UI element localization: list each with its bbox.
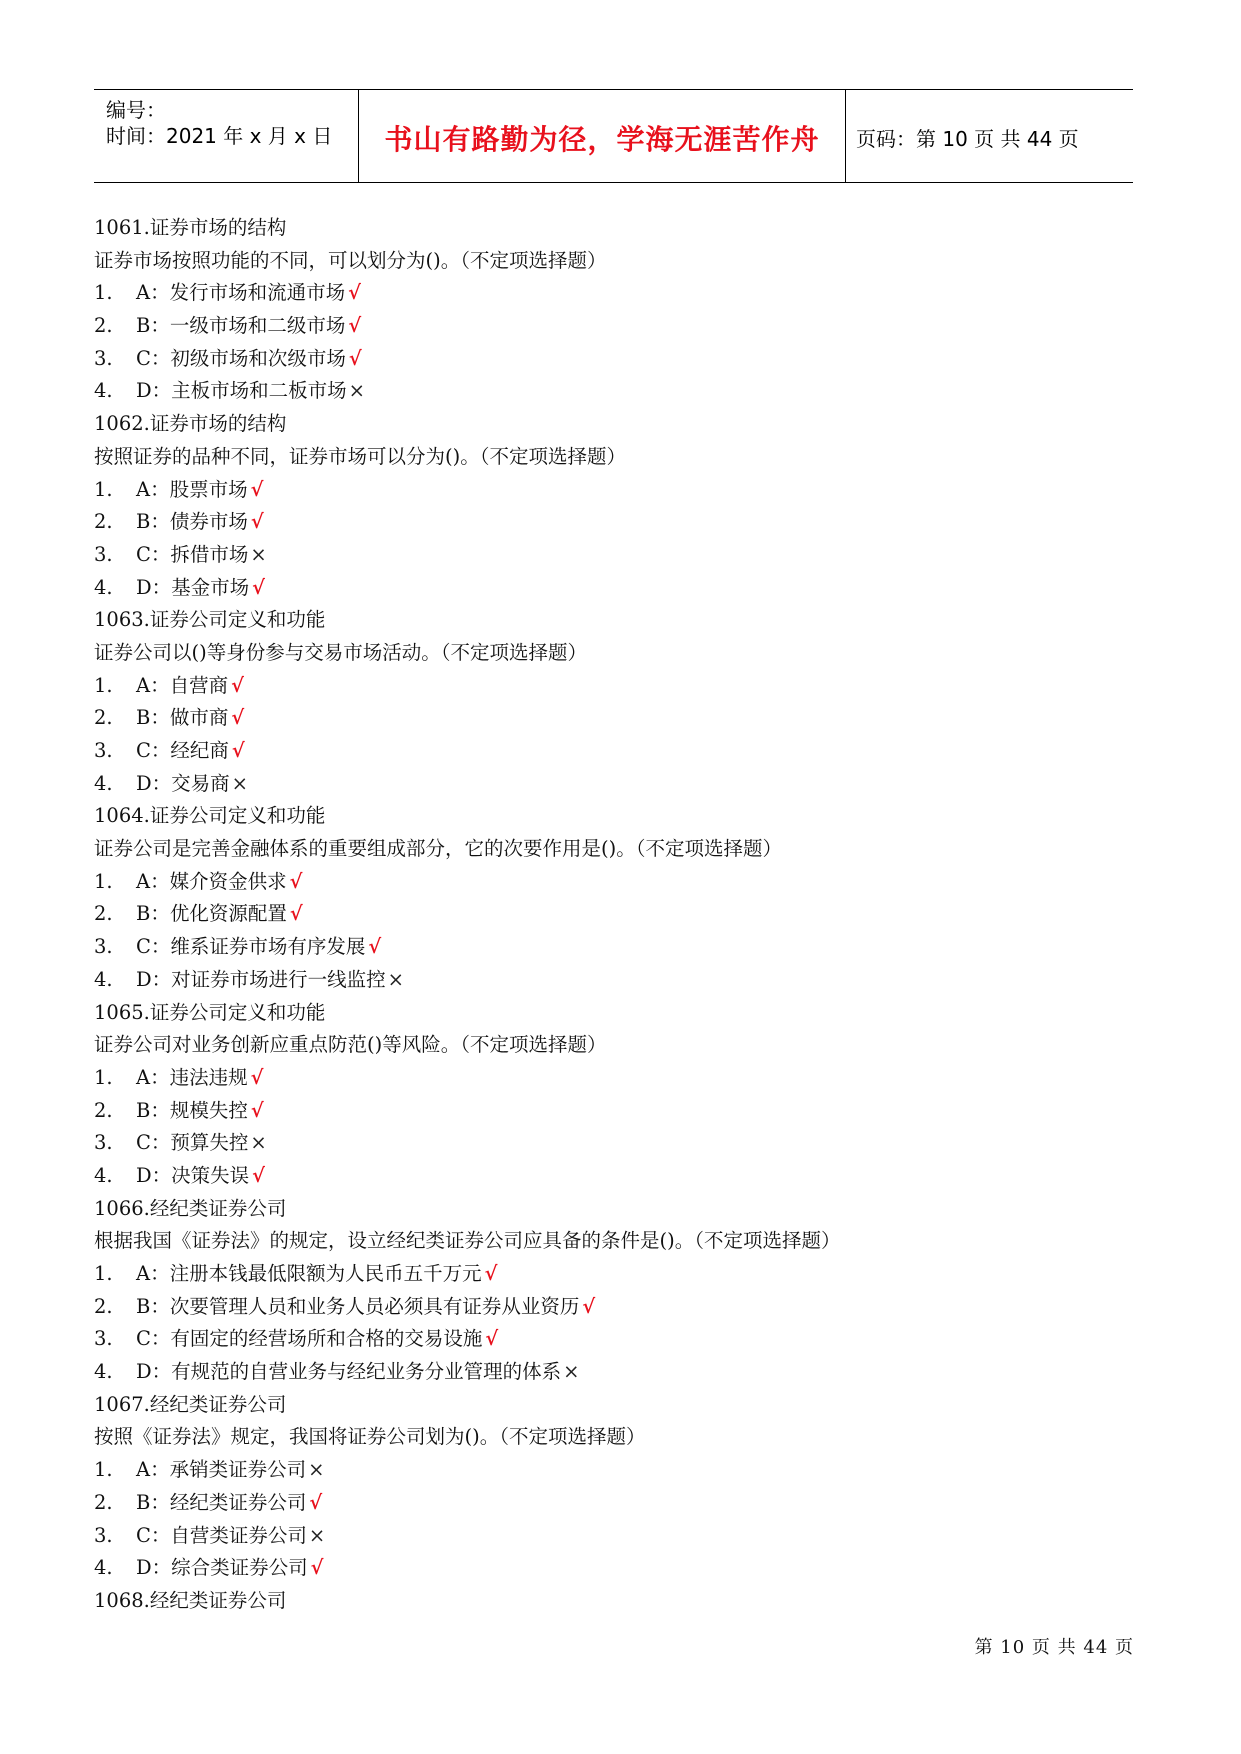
cross-mark-icon: × [563, 1360, 580, 1384]
option-text: D：决策失误 [136, 1163, 250, 1187]
answer-option [94, 1095, 1134, 1128]
answer-option [94, 1454, 1134, 1487]
question-title: 1067.经纪类证券公司 [94, 1392, 287, 1416]
option-number: 4. [94, 1360, 113, 1384]
page-footer: 第 10 页 共 44 页 [974, 1637, 1134, 1658]
answer-option [94, 702, 1134, 735]
check-mark-icon: √ [348, 314, 362, 338]
option-number: 1. [94, 1262, 113, 1285]
header-slogan: 书山有路勤为径，学海无涯苦作舟 [384, 123, 820, 156]
question-title: 1061.证券市场的结构 [94, 216, 287, 239]
answer-option [94, 1258, 1134, 1291]
check-mark-icon: √ [484, 1262, 498, 1285]
option-number: 4. [94, 1163, 113, 1187]
answer-option [94, 506, 1134, 539]
cross-mark-icon: × [308, 1523, 326, 1547]
cross-mark-icon: × [308, 1458, 325, 1482]
option-text: B：债券市场 [136, 510, 248, 534]
option-text: A：注册本钱最低限额为人民币五千万元 [136, 1262, 482, 1285]
option-number: 2. [94, 902, 113, 926]
question-stem: 根据我国《证券法》的规定，设立经纪类证券公司应具备的条件是()。（不定项选择题） [94, 1229, 841, 1253]
option-number: 2. [94, 314, 113, 338]
option-number: 1. [94, 673, 113, 697]
option-text: A：违法违规 [136, 1065, 248, 1089]
option-text: B：一级市场和二级市场 [136, 314, 346, 338]
option-text: B：次要管理人员和业务人员必须具有证券从业资历 [136, 1294, 580, 1318]
check-mark-icon: √ [582, 1294, 596, 1318]
answer-option [94, 768, 1134, 801]
header-page-cell [846, 90, 1133, 182]
answer-option [94, 1356, 1134, 1389]
option-text: D：综合类证券公司 [136, 1556, 308, 1580]
option-number: 3. [94, 1131, 113, 1155]
question-list [94, 212, 1134, 1618]
check-mark-icon: √ [250, 510, 264, 534]
question-stem: 证券公司对业务创新应重点防范()等风险。（不定项选择题） [94, 1033, 607, 1057]
question-title: 1063.证券公司定义和功能 [94, 608, 326, 632]
answer-option [94, 1291, 1134, 1324]
question-title: 1064.证券公司定义和功能 [94, 804, 326, 828]
check-mark-icon: √ [252, 1163, 265, 1187]
option-number: 3. [94, 542, 113, 566]
answer-option [94, 277, 1134, 310]
option-text: C：有固定的经营场所和合格的交易设施 [136, 1327, 483, 1351]
header-page-info: 页码：第 10 页 共 44 页 [856, 127, 1079, 151]
answer-option [94, 474, 1134, 507]
option-number: 2. [94, 1098, 113, 1122]
option-text: C：维系证券市场有序发展 [136, 935, 366, 959]
option-number: 4. [94, 1556, 113, 1580]
option-text: A：自营商 [136, 673, 229, 697]
answer-option [94, 670, 1134, 703]
option-number: 1. [94, 477, 113, 501]
option-text: C：预算失控 [136, 1131, 249, 1155]
cross-mark-icon: × [250, 1131, 267, 1155]
answer-option [94, 931, 1134, 964]
answer-option [94, 1487, 1134, 1520]
question-stem: 按照《证券法》规定，我国将证券公司划为()。（不定项选择题） [94, 1425, 646, 1449]
answer-option [94, 866, 1134, 899]
question-title: 1066.经纪类证券公司 [94, 1196, 287, 1220]
option-text: C：经纪商 [136, 739, 229, 762]
option-text: C：初级市场和次级市场 [136, 346, 346, 370]
check-mark-icon: √ [368, 935, 382, 959]
check-mark-icon: √ [310, 1556, 324, 1580]
check-mark-icon: √ [231, 739, 245, 762]
option-text: A：发行市场和流通市场 [136, 281, 346, 305]
option-text: D：交易商 [136, 771, 230, 795]
header-meta-cell [94, 90, 359, 182]
question-stem: 证券公司以()等身份参与交易市场活动。（不定项选择题） [94, 640, 587, 664]
option-text: C：自营类证券公司 [136, 1523, 307, 1547]
option-number: 3. [94, 1523, 113, 1547]
check-mark-icon: √ [250, 1065, 264, 1089]
header-slogan-cell [359, 90, 846, 182]
option-number: 2. [94, 510, 113, 534]
option-text: B：优化资源配置 [136, 902, 287, 926]
option-number: 4. [94, 575, 113, 599]
answer-option [94, 572, 1134, 605]
check-mark-icon: √ [289, 869, 303, 893]
check-mark-icon: √ [485, 1327, 499, 1351]
check-mark-icon: √ [309, 1490, 323, 1514]
question-stem: 证券公司是完善金融体系的重要组成部分，它的次要作用是()。（不定项选择题） [94, 837, 782, 861]
answer-option [94, 375, 1134, 408]
option-number: 2. [94, 1490, 113, 1514]
cross-mark-icon: × [348, 379, 365, 403]
option-text: B：做市商 [136, 706, 229, 730]
question-title: 1068.经纪类证券公司 [94, 1588, 287, 1612]
cross-mark-icon: × [231, 771, 248, 795]
answer-option [94, 964, 1134, 997]
option-number: 4. [94, 379, 113, 403]
answer-option [94, 539, 1134, 572]
cross-mark-icon: × [387, 967, 404, 991]
option-text: D：主板市场和二板市场 [136, 379, 347, 403]
page-header [94, 89, 1133, 183]
question-title: 1065.证券公司定义和功能 [94, 1000, 326, 1024]
option-number: 3. [94, 346, 113, 370]
option-text: D：有规范的自营业务与经纪业务分业管理的体系 [136, 1360, 562, 1384]
document-number-label: 编号： [106, 98, 166, 122]
option-text: C：拆借市场 [136, 542, 249, 566]
option-text: A：股票市场 [136, 477, 248, 501]
answer-option [94, 1160, 1134, 1193]
option-number: 1. [94, 869, 113, 893]
option-text: A：承销类证券公司 [136, 1458, 307, 1482]
option-number: 3. [94, 1327, 113, 1351]
check-mark-icon: √ [231, 673, 244, 697]
check-mark-icon: √ [348, 281, 361, 305]
option-number: 2. [94, 1294, 113, 1318]
check-mark-icon: √ [250, 1098, 264, 1122]
option-number: 4. [94, 967, 113, 991]
answer-option [94, 898, 1134, 931]
answer-option [94, 1127, 1134, 1160]
check-mark-icon: √ [252, 575, 265, 599]
question-stem: 证券市场按照功能的不同，可以划分为()。（不定项选择题） [94, 248, 607, 272]
option-number: 3. [94, 739, 113, 762]
option-number: 2. [94, 706, 113, 730]
question-stem: 按照证券的品种不同，证券市场可以分为()。（不定项选择题） [94, 444, 626, 468]
check-mark-icon: √ [289, 902, 303, 926]
option-text: D：基金市场 [136, 575, 250, 599]
cross-mark-icon: × [250, 542, 267, 566]
answer-option [94, 1520, 1134, 1553]
option-number: 1. [94, 281, 113, 305]
answer-option [94, 343, 1134, 376]
answer-option [94, 735, 1134, 768]
option-number: 1. [94, 1065, 113, 1089]
option-number: 1. [94, 1458, 113, 1482]
question-title: 1062.证券市场的结构 [94, 412, 287, 436]
check-mark-icon: √ [348, 346, 362, 370]
option-number: 4. [94, 771, 113, 795]
option-number: 3. [94, 935, 113, 959]
check-mark-icon: √ [250, 477, 264, 501]
option-text: B：规模失控 [136, 1098, 248, 1122]
check-mark-icon: √ [231, 706, 245, 730]
answer-option [94, 1552, 1134, 1585]
answer-option [94, 1323, 1134, 1356]
option-text: B：经纪类证券公司 [136, 1490, 307, 1514]
answer-option [94, 310, 1134, 343]
answer-option [94, 1062, 1134, 1095]
option-text: A：媒介资金供求 [136, 869, 287, 893]
option-text: D：对证券市场进行一线监控 [136, 967, 386, 991]
document-date-label: 时间：2021 年 x 月 x 日 [106, 124, 333, 148]
